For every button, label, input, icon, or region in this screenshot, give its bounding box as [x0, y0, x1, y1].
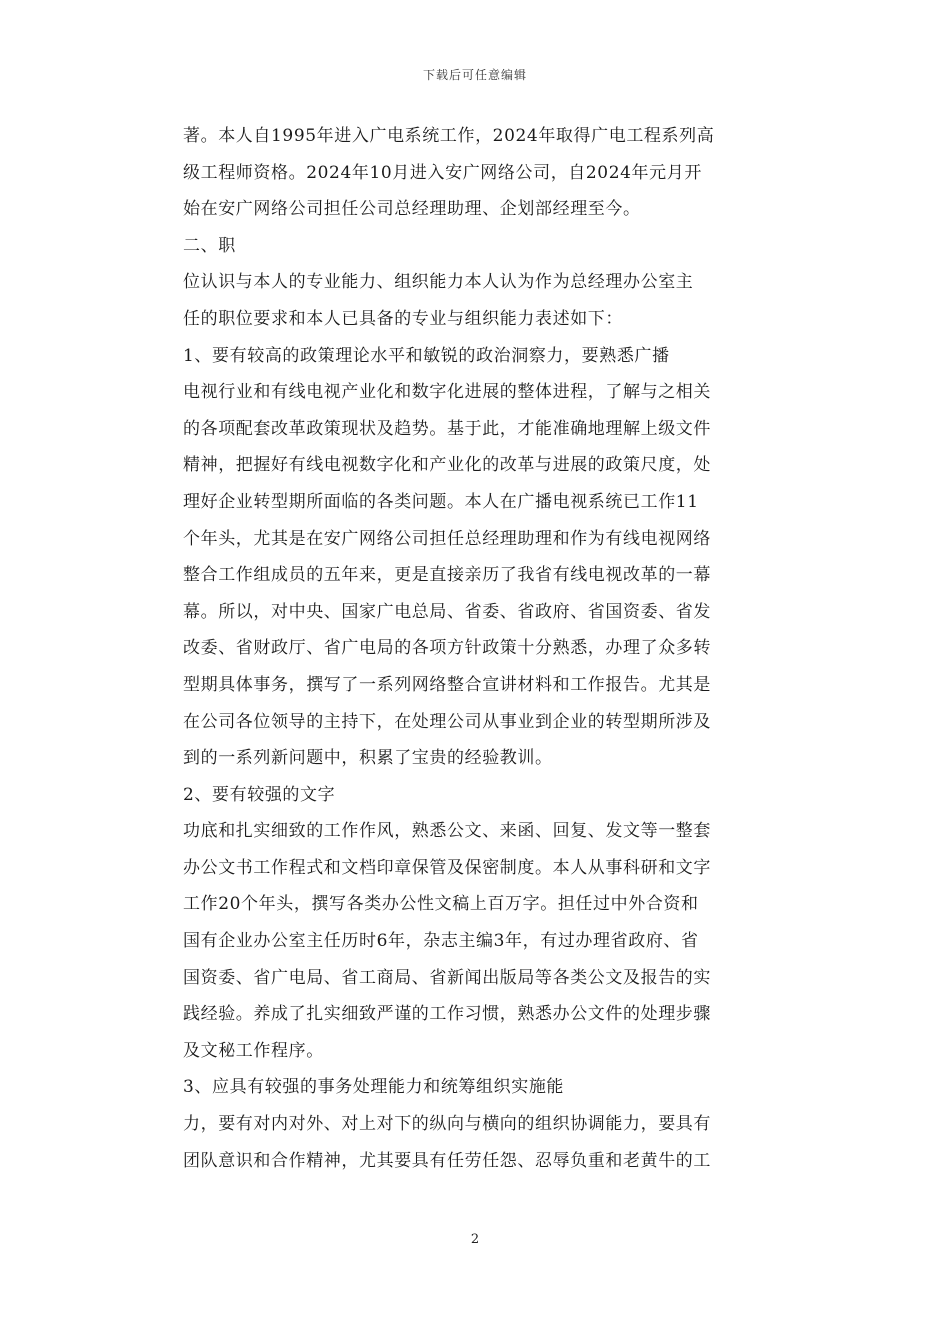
- text-line: 工作20个年头，撰写各类办公性文稿上百万字。担任过中外合资和: [183, 894, 699, 915]
- text-line: 型期具体事务，撰写了一系列网络整合宣讲材料和工作报告。尤其是: [183, 674, 711, 695]
- text-line: 国有企业办公室主任历时6年，杂志主编3年，有过办理省政府、省: [183, 931, 699, 952]
- text-line: 2、要有较强的文字: [183, 784, 336, 805]
- text-line: 践经验。养成了扎实细致严谨的工作习惯，熟悉办公文件的处理步骤: [183, 1004, 711, 1025]
- text-line: 电视行业和有线电视产业化和数字化进展的整体进程，了解与之相关: [183, 382, 711, 403]
- text-line: 到的一系列新问题中，积累了宝贵的经验教训。: [183, 748, 553, 769]
- text-line: 任的职位要求和本人已具备的专业与组织能力表述如下：: [183, 308, 623, 329]
- text-line: 二、职: [183, 235, 236, 256]
- page-header: 下载后可任意编辑: [422, 68, 527, 82]
- text-line: 个年头，尤其是在安广网络公司担任总经理助理和作为有线电视网络: [183, 528, 711, 549]
- text-line: 在公司各位领导的主持下，在处理公司从事业到企业的转型期所涉及: [183, 711, 711, 732]
- text-line: 的各项配套改革政策现状及趋势。基于此，才能准确地理解上级文件: [183, 418, 711, 439]
- text-line: 力，要有对内对外、对上对下的纵向与横向的组织协调能力，要具有: [183, 1114, 711, 1135]
- text-line: 幕。所以，对中央、国家广电总局、省委、省政府、省国资委、省发: [183, 601, 711, 622]
- text-line: 功底和扎实细致的工作作风，熟悉公文、来函、回复、发文等一整套: [183, 821, 711, 842]
- text-line: 著。本人自1995年进入广电系统工作，2024年取得广电工程系列高: [183, 126, 715, 146]
- text-line: 3、应具有较强的事务处理能力和统筹组织实施能: [183, 1077, 565, 1098]
- text-line: 精神，把握好有线电视数字化和产业化的改革与进展的政策尺度，处: [183, 455, 711, 476]
- text-line: 始在安广网络公司担任公司总经理助理、企划部经理至今。: [183, 199, 641, 220]
- text-line: 整合工作组成员的五年来，更是直接亲历了我省有线电视改革的一幕: [183, 565, 711, 586]
- text-line: 1、要有较高的政策理论水平和敏锐的政治洞察力，要熟悉广播: [183, 345, 670, 366]
- text-line: 办公文书工作程式和文档印章保管及保密制度。本人从事科研和文字: [183, 857, 711, 878]
- text-line: 国资委、省广电局、省工商局、省新闻出版局等各类公文及报告的实: [183, 967, 711, 988]
- text-line: 位认识与本人的专业能力、组织能力本人认为作为总经理办公室主: [183, 272, 694, 293]
- body-text: [183, 118, 763, 1179]
- text-line: 改委、省财政厅、省广电局的各项方针政策十分熟悉，办理了众多转: [183, 638, 711, 659]
- text-line: 及文秘工作程序。: [183, 1040, 324, 1061]
- page-number: 2: [470, 1232, 480, 1247]
- text-line: 团队意识和合作精神，尤其要具有任劳任怨、忍辱负重和老黄牛的工: [183, 1150, 711, 1171]
- text-line: 级工程师资格。2024年10月进入安广网络公司，自2024年元月开: [183, 162, 702, 183]
- text-line: 理好企业转型期所面临的各类问题。本人在广播电视系统已工作11: [183, 491, 699, 512]
